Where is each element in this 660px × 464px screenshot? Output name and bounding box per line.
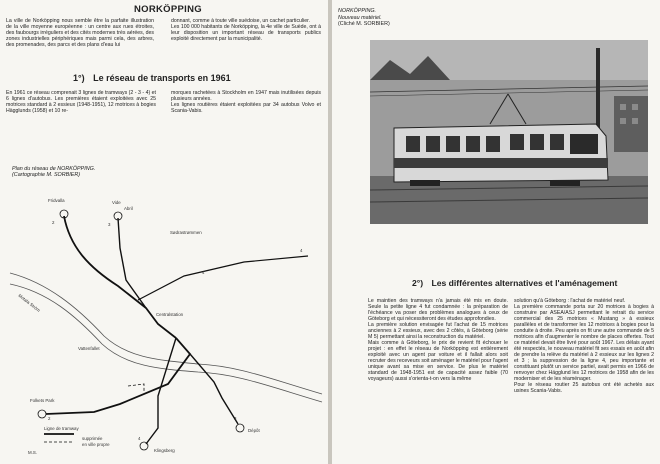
line-number: 4 [202,270,205,275]
tram-photo [370,40,648,224]
label-vide: Vide [112,200,121,205]
line-number: 3 [234,416,237,421]
network-map [8,188,324,460]
tram-line-3-north [118,218,146,308]
section-2-column-1: Le maintien des tramways n'a jamais été mis en doute. Seule la petite ligne 4 fut condamnée : la préparation de l'échéance va poser des problèmes analogues à ceux de Göteborg et qui nécessiteront des études approfondies. La première solution envisagée fut l'achat de 15 motrices anciennes à 2 essieux, avec des 2 côtés, à Göteborg (série M 5) permettant ainsi la reconstruction du matériel. Mais comme à Göteborg, le prix de revient fit échouer le projet : en effet le réseau de Norköpping est entièrement exploité avec un agent par voiture et il fallait alors soit recruter des receveurs soit aménager le matériel pour l'agent unique avant sa mise en service. De plus le matériel standard de 1948-1951 est de capacité assez faible (70 voyageurs) aussi s'orienta-t-on vers la même [368,298,508,382]
tram-stripe [394,158,608,168]
photo-window [632,118,638,124]
terminus-folkets-park [38,410,46,418]
map-caption [12,166,95,179]
photo-caption-place: NORKÖPPING. [338,8,377,14]
map-caption-title: Plan du réseau de NORKÖPPING. [12,166,96,172]
photo-building-right [614,96,648,152]
section-2-number: 2°) [412,278,424,288]
label-sodrastrommen: Sødrastrømmen [170,230,202,235]
photo-caption-credit: (Cliché M. SORBIER) [338,21,390,28]
tram-window [510,134,524,150]
tram-window [486,136,500,152]
tram-window [550,134,564,150]
line-number: 2 [52,220,55,225]
label-folkets-park: Folkets Park [30,398,55,403]
photo-window [620,118,626,124]
intro-column-1: La ville de Norköpping nous semble être la parfaite illustration de la ville moyenne européenne : un centre aux rues étroites, des faubourgs irréguliers et des cités modernes très aérées, des zones industrielles périphériques mais parmi cela, des arbres, des promenades, des parcs et des plans d'eau lui [6,18,154,48]
section-1-column-2: morques rachetées à Stockholm en 1947 mais inutilisées depuis plusieurs années. Les lignes routières étaient exploitées par 34 autobus Volvo et Scania-Vabis. [171,90,321,114]
section-2-title: Les différentes alternatives et l'aménagement [431,278,618,288]
tram-bogie [410,180,440,186]
photo-caption-subject: Nouveau matériel. [338,14,382,21]
tram-window [466,136,480,152]
section-1-heading [73,73,231,83]
intro-column-2: donnant, comme à toute ville suédoise, un cachet particulier. Les 100 000 habitants de Norköpping, la 4e ville de Suède, ont à leur disposition un important réseau de transports publics exploité directement par la municipalité. [171,18,321,42]
tram-line-east [138,256,308,300]
line-number: 4 [300,248,303,253]
section-1-column-1: En 1961 ce réseau comprenait 3 lignes de tramways (2 - 3 - 4) et 6 lignes d'autobus. Les premières étaient exploitées avec 25 motrices standard à 2 essieux (1948-1951), 12 motrices à bogies Hägglunds (1958) et 10 re- [6,90,156,114]
suppressed-segment [128,384,144,392]
section-1-title: Le réseau de transports en 1961 [93,73,231,83]
page-title: NORKÖPPING [134,4,202,15]
tram-line-2-north [64,216,176,338]
label-abril: Abril [124,206,133,211]
section-2-heading [412,278,617,288]
label-centralstation: Centralstation [156,312,184,317]
label-depot: Dépôt [248,428,260,433]
section-1-number: 1°) [73,73,85,83]
legend-city-label: en ville propre [82,442,110,447]
photo-caption [338,8,390,28]
label-fridvalla: Fridvalla [48,198,65,203]
river-north-bank [10,273,322,394]
section-2-column-2: solution qu'à Göteborg : l'achat de matériel neuf. La première commande porta sur 20 motrices à bogies à construire par ASEA/ASJ permettant le retrait du service commercial des 25 motrices « Mustang » à essieux parallèles et de transformer les 12 motrices à bogies pour la conduite à droite. Peu après on fit une autre commande de 5 motrices afin d'augmenter le nombre de places offertes. Tout ce matériel devait être livré pour août 1967. Les délais ayant été respectés, le nouveau matériel fit ses essais en août afin de prendre la relève du matériel à 2 essieux sur les lignes 2 et 3 ; la suppression de la ligne 4, peu importante et constituant plutôt un service partiel, avait permis en 1966 de renvoyer chez Hägglund les 12 motrices de 1958 afin de les moderniser et de les réaménager. Pour le réseau routier 25 autobus ont été achetés aux usines Scania-Vabis. [514,298,654,394]
tram-window [406,136,420,152]
tram-bogie [550,180,580,186]
line-number: 4 [138,436,141,441]
line-number: 2 [48,416,51,421]
terminus-klingsberg [140,442,148,450]
tram-windscreen [570,134,598,154]
photo-window [632,104,638,110]
tram-window [446,136,460,152]
label-klingsberg: Klingsberg [154,448,175,453]
tram-line-southwest [46,338,190,414]
terminus-depot [236,424,244,432]
line-number: 3 [108,222,111,227]
legend-tram-label: Ligne de tramway [44,426,79,431]
label-motala: Motala Ström [17,292,42,313]
tram-window [426,136,440,152]
tram-window [530,134,544,150]
map-caption-credit: (Cartographie M. SORBIER) [12,172,81,179]
photo-window [620,104,626,110]
map-initials: M.S. [28,450,38,455]
legend-suppressed-label: supprimée [82,436,103,441]
left-page [0,0,328,464]
label-vattenfallet: Vattenfallet [78,346,100,351]
tram-line-depot [190,354,238,424]
